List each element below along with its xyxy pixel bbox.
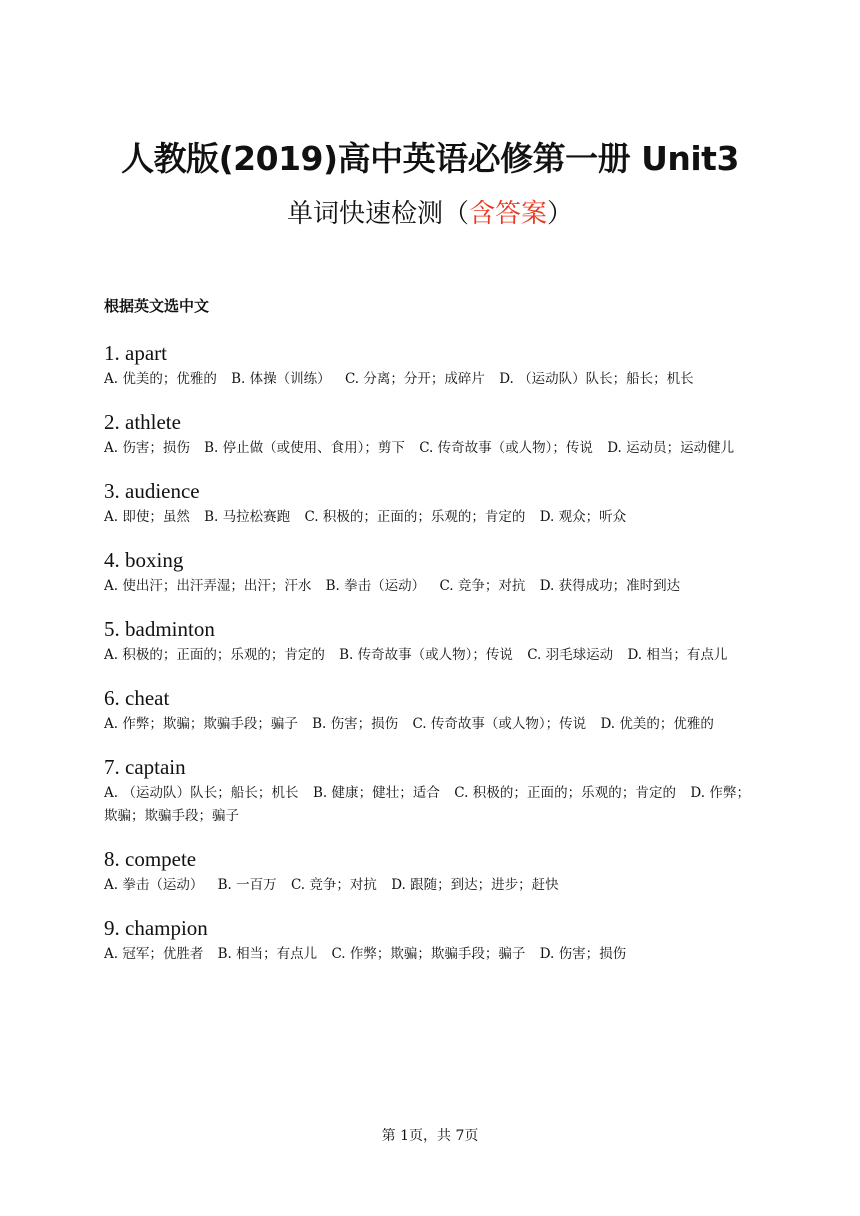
option-c: C. 竞争；对抗 — [290, 877, 377, 893]
question-item — [104, 614, 750, 667]
question-item — [104, 844, 750, 897]
question-options — [104, 874, 750, 897]
question-word — [104, 752, 750, 782]
option-a: A. 作弊；欺骗；欺骗手段；骗子 — [104, 716, 298, 732]
question-term: badminton — [125, 617, 215, 641]
question-options — [104, 713, 750, 736]
question-word — [104, 614, 750, 644]
option-c: C. 羽毛球运动 — [527, 647, 614, 663]
option-c: C. 分离；分开；成碎片 — [344, 371, 485, 387]
question-word — [104, 683, 750, 713]
option-b: B. 体操（训练） — [231, 371, 331, 387]
question-term: captain — [125, 755, 186, 779]
document-title: 人教版(2019)高中英语必修第一册 Unit3 — [121, 139, 739, 178]
subtitle-accent: 含答案 — [468, 199, 547, 229]
question-number: 8. — [104, 847, 120, 871]
document-subtitle — [0, 194, 860, 234]
question-number: 6. — [104, 686, 120, 710]
question-list — [104, 338, 750, 982]
question-term: cheat — [125, 686, 170, 710]
option-a: A. 伤害；损伤 — [104, 440, 190, 456]
option-d: D. 获得成功；准时到达 — [539, 578, 681, 594]
question-item — [104, 338, 750, 391]
question-item — [104, 752, 750, 828]
question-number: 2. — [104, 410, 120, 434]
option-a: A. 即使；虽然 — [104, 509, 190, 525]
section-title: 根据英文选中文 — [104, 297, 210, 315]
option-a: A. 优美的；优雅的 — [104, 371, 217, 387]
question-word — [104, 338, 750, 368]
question-item — [104, 683, 750, 736]
option-c: C. 积极的；正面的；乐观的；肯定的 — [454, 785, 677, 801]
question-options — [104, 644, 750, 667]
option-c: C. 竞争；对抗 — [439, 578, 526, 594]
option-d: D. （运动队）队长；船长；机长 — [499, 371, 694, 387]
question-options — [104, 575, 750, 598]
subtitle-main: 单词快速检测（ — [286, 199, 469, 229]
option-a: A. （运动队）队长；船长；机长 — [104, 785, 299, 801]
question-options — [104, 782, 750, 828]
question-term: audience — [125, 479, 200, 503]
option-c: C. 传奇故事（或人物）；传说 — [412, 716, 587, 732]
question-word — [104, 545, 750, 575]
option-b: B. 拳击（运动） — [325, 578, 426, 594]
option-a: A. 冠军；优胜者 — [104, 946, 204, 962]
question-term: athlete — [125, 410, 181, 434]
question-number: 7. — [104, 755, 120, 779]
question-options — [104, 368, 750, 391]
option-d: D. 相当；有点儿 — [627, 647, 728, 663]
option-c: C. 积极的；正面的；乐观的；肯定的 — [304, 509, 526, 525]
question-term: boxing — [125, 548, 184, 572]
question-word — [104, 407, 750, 437]
option-b: B. 伤害；损伤 — [312, 716, 399, 732]
option-c: C. 作弊；欺骗；欺骗手段；骗子 — [331, 946, 526, 962]
question-number: 5. — [104, 617, 120, 641]
question-options — [104, 943, 750, 966]
question-item — [104, 476, 750, 529]
option-a: A. 积极的；正面的；乐观的；肯定的 — [104, 647, 325, 663]
option-b: B. 停止做（或使用、食用）；剪下 — [204, 440, 405, 456]
question-item — [104, 407, 750, 460]
option-d: D. 优美的；优雅的 — [600, 716, 714, 732]
question-term: apart — [125, 341, 167, 365]
option-d: D. 运动员；运动健儿 — [607, 440, 735, 456]
subtitle-end: ） — [547, 199, 574, 229]
option-b: B. 马拉松赛跑 — [204, 509, 291, 525]
question-word — [104, 844, 750, 874]
question-number: 4. — [104, 548, 120, 572]
option-c: C. 传奇故事（或人物）；传说 — [419, 440, 593, 456]
question-word — [104, 913, 750, 943]
option-d: D. 观众；听众 — [539, 509, 627, 525]
option-b: B. 一百万 — [217, 877, 277, 893]
question-word — [104, 476, 750, 506]
option-b: B. 健康；健壮；适合 — [312, 785, 440, 801]
option-a: A. 拳击（运动） — [104, 877, 204, 893]
option-a: A. 使出汗；出汗弄湿；出汗；汗水 — [104, 578, 312, 594]
option-d: D. 作弊；欺骗；欺骗手段；骗子 — [104, 785, 751, 824]
question-item — [104, 913, 750, 966]
option-d: D. 跟随；到达；进步；赶快 — [391, 877, 559, 893]
question-term: compete — [125, 847, 197, 871]
page-footer: 第 1页，共 7页 — [381, 1128, 479, 1144]
question-item — [104, 545, 750, 598]
option-d: D. 伤害；损伤 — [539, 946, 627, 962]
option-b: B. 传奇故事（或人物）；传说 — [339, 647, 513, 663]
question-term: champion — [125, 916, 208, 940]
question-number: 1. — [104, 341, 120, 365]
question-number: 9. — [104, 916, 120, 940]
option-b: B. 相当；有点儿 — [217, 946, 318, 962]
question-options — [104, 437, 750, 460]
question-number: 3. — [104, 479, 120, 503]
question-options — [104, 506, 750, 529]
